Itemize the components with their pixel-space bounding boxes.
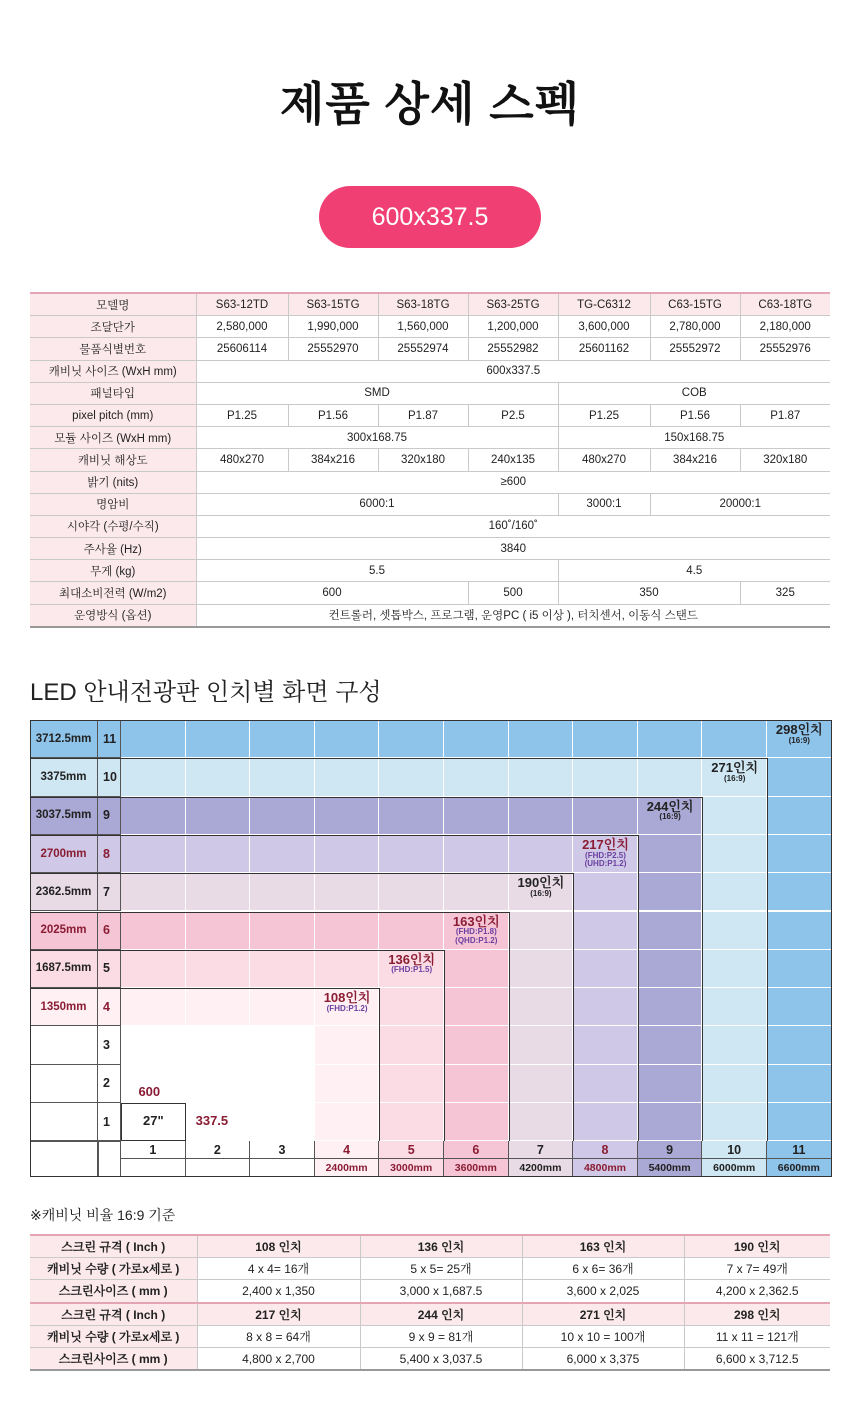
spec-value: 240x135 — [468, 449, 558, 471]
row-label-count: 1 — [98, 1103, 121, 1141]
size-row — [30, 1347, 830, 1370]
inch-title: 163인치 — [452, 913, 500, 929]
spec-label: 물품식별번호 — [30, 338, 196, 360]
inch-subtitle: (UHD:P1.2) — [584, 858, 627, 868]
col-label-count: 10 — [702, 1141, 767, 1159]
spec-value: C63-18TG — [740, 293, 830, 316]
col-label-count: 5 — [379, 1141, 444, 1159]
inch-title: 244인치 — [646, 798, 694, 814]
col-label-count: 4 — [315, 1141, 380, 1159]
col-label-mm: 4200mm — [509, 1159, 574, 1177]
spec-row — [30, 338, 830, 360]
size-value: 6,000 x 3,375 — [522, 1347, 684, 1370]
spec-row — [30, 316, 830, 338]
inch-subtitle: (FHD:P1.8) — [455, 927, 497, 937]
spec-value: SMD — [196, 382, 558, 404]
spec-row — [30, 471, 830, 493]
row-label-count: 9 — [98, 797, 121, 835]
inch-subtitle: (16:9) — [724, 773, 746, 783]
spec-row — [30, 360, 830, 382]
col-label-mm: 5400mm — [638, 1159, 703, 1177]
spec-label: 조달단가 — [30, 316, 196, 338]
spec-value: 325 — [740, 582, 830, 604]
col-label-mm: 6000mm — [702, 1159, 767, 1177]
row-label-count: 10 — [98, 758, 121, 796]
spec-row — [30, 449, 830, 471]
spec-value: P1.56 — [288, 404, 378, 426]
spec-label: 캐비닛 해상도 — [30, 449, 196, 471]
spec-table — [30, 292, 830, 628]
spec-row — [30, 493, 830, 515]
row-label-mm: 2700mm — [30, 835, 98, 873]
row-label-count: 4 — [98, 988, 121, 1026]
spec-value: S63-15TG — [288, 293, 378, 316]
size-label: 스크린사이즈 ( mm ) — [30, 1280, 197, 1303]
col-label-count: 7 — [509, 1141, 574, 1159]
size-value: 108 인치 — [197, 1235, 360, 1258]
spec-value: 384x216 — [650, 449, 740, 471]
spec-row — [30, 582, 830, 604]
spec-value: S63-18TG — [378, 293, 468, 316]
spec-value: 25601162 — [558, 338, 650, 360]
size-row — [30, 1303, 830, 1326]
inch-subtitle: (16:9) — [659, 812, 681, 822]
col-label-count: 6 — [444, 1141, 509, 1159]
spec-value: 5.5 — [196, 560, 558, 582]
size-row — [30, 1325, 830, 1347]
size-value: 217 인치 — [197, 1303, 360, 1326]
col-label-mm: 6600mm — [767, 1159, 832, 1177]
size-value: 7 x 7= 49개 — [684, 1258, 830, 1280]
size-label: 스크린사이즈 ( mm ) — [30, 1347, 197, 1370]
row-label-count: 6 — [98, 912, 121, 950]
spec-value: 3840 — [196, 538, 830, 560]
spec-value: 컨트롤러, 셋톱박스, 프로그램, 운영PC ( i5 이상 ), 터치센서, 이동식 스탠드 — [196, 604, 830, 627]
row-label-count: 11 — [98, 720, 121, 758]
spec-value: C63-15TG — [650, 293, 740, 316]
size-value: 136 인치 — [360, 1235, 522, 1258]
spec-label: pixel pitch (mm) — [30, 404, 196, 426]
col-label-count: 11 — [767, 1141, 832, 1159]
row-label-mm: 3037.5mm — [30, 797, 98, 835]
size-value: 6 x 6= 36개 — [522, 1258, 684, 1280]
spec-value: 2,780,000 — [650, 316, 740, 338]
col-label-mm: 4800mm — [573, 1159, 638, 1177]
inch-subtitle: (16:9) — [530, 888, 552, 898]
size-value: 4,800 x 2,700 — [197, 1347, 360, 1370]
spec-value: 300x168.75 — [196, 427, 558, 449]
cabinet-height-label: 600 — [138, 1083, 161, 1099]
spec-label: 최대소비전력 (W/m2) — [30, 582, 196, 604]
cabinet-inch-label: 27" — [142, 1113, 164, 1128]
spec-value: 320x180 — [378, 449, 468, 471]
spec-value: 25552972 — [650, 338, 740, 360]
spec-value: 3,600,000 — [558, 316, 650, 338]
spec-value: 320x180 — [740, 449, 830, 471]
page-title: 제품 상세 스펙 — [279, 78, 581, 130]
spec-value: TG-C6312 — [558, 293, 650, 316]
size-value: 3,600 x 2,025 — [522, 1280, 684, 1303]
inch-subtitle: (FHD:P1.5) — [391, 965, 433, 975]
size-value: 11 x 11 = 121개 — [684, 1325, 830, 1347]
inch-title: 190인치 — [517, 875, 565, 891]
spec-value: 1,200,000 — [468, 316, 558, 338]
inch-title: 217인치 — [582, 836, 629, 852]
spec-label: 운영방식 (옵션) — [30, 604, 196, 627]
spec-label: 주사율 (Hz) — [30, 538, 196, 560]
screen-size-table — [30, 1234, 830, 1371]
size-value: 163 인치 — [522, 1235, 684, 1258]
size-value: 2,400 x 1,350 — [197, 1280, 360, 1303]
row-label-count: 2 — [98, 1065, 121, 1103]
spec-value: P1.25 — [196, 404, 288, 426]
col-label-mm: 2400mm — [315, 1159, 380, 1177]
spec-label: 밝기 (nits) — [30, 471, 196, 493]
spec-label: 패널타입 — [30, 382, 196, 404]
inch-title: 298인치 — [775, 722, 823, 737]
size-value: 4,200 x 2,362.5 — [684, 1280, 830, 1303]
spec-value: 25606114 — [196, 338, 288, 360]
inch-title: 136인치 — [388, 951, 436, 967]
spec-value: 25552976 — [740, 338, 830, 360]
ratio-note: ※캐비닛 비율 16:9 기준 — [30, 1207, 176, 1223]
section-title: LED 안내전광판 인치별 화면 구성 — [30, 679, 382, 706]
row-label-mm: 3712.5mm — [30, 720, 98, 758]
spec-value: S63-25TG — [468, 293, 558, 316]
spec-value: P1.56 — [650, 404, 740, 426]
spec-value: P2.5 — [468, 404, 558, 426]
size-label: 캐비닛 수량 ( 가로x세로 ) — [30, 1325, 197, 1347]
row-label-mm: 2025mm — [30, 912, 98, 950]
size-row — [30, 1258, 830, 1280]
inch-title: 271인치 — [711, 760, 759, 776]
row-label-count: 5 — [98, 950, 121, 988]
spec-label: 캐비닛 사이즈 (WxH mm) — [30, 360, 196, 382]
spec-value: 2,180,000 — [740, 316, 830, 338]
col-label-count: 2 — [186, 1141, 251, 1159]
inch-title: 108인치 — [323, 990, 371, 1006]
spec-value: 20000:1 — [650, 493, 830, 515]
spec-value: S63-12TD — [196, 293, 288, 316]
spec-value: 25552982 — [468, 338, 558, 360]
size-value: 5 x 5= 25개 — [360, 1258, 522, 1280]
size-value: 8 x 8 = 64개 — [197, 1325, 360, 1347]
spec-value: COB — [558, 382, 830, 404]
spec-row — [30, 404, 830, 426]
spec-value: 600 — [196, 582, 468, 604]
size-row — [30, 1280, 830, 1303]
size-label: 스크린 규격 ( Inch ) — [30, 1303, 197, 1326]
spec-label: 모델명 — [30, 293, 196, 316]
size-label: 캐비닛 수량 ( 가로x세로 ) — [30, 1258, 197, 1280]
spec-value: 3000:1 — [558, 493, 650, 515]
spec-value: 480x270 — [558, 449, 650, 471]
size-label: 스크린 규격 ( Inch ) — [30, 1235, 197, 1258]
spec-value: 384x216 — [288, 449, 378, 471]
spec-row — [30, 604, 830, 627]
size-value: 3,000 x 1,687.5 — [360, 1280, 522, 1303]
size-value: 244 인치 — [360, 1303, 522, 1326]
size-value: 5,400 x 3,037.5 — [360, 1347, 522, 1370]
inch-subtitle: (FHD:P2.5) — [585, 850, 626, 860]
size-value: 190 인치 — [684, 1235, 830, 1258]
inch-subtitle: (16:9) — [788, 735, 810, 745]
col-label-count: 3 — [250, 1141, 315, 1159]
row-label-mm: 2362.5mm — [30, 873, 98, 911]
spec-row — [30, 538, 830, 560]
inch-subtitle: (FHD:P1.2) — [326, 1003, 368, 1013]
row-label-mm: 1350mm — [30, 988, 98, 1026]
spec-label: 시야각 (수평/수직) — [30, 515, 196, 537]
spec-value: 25552970 — [288, 338, 378, 360]
size-value: 9 x 9 = 81개 — [360, 1325, 522, 1347]
inch-grid — [30, 720, 832, 1177]
row-label-count: 8 — [98, 835, 121, 873]
spec-value: 350 — [558, 582, 740, 604]
spec-value: 160˚/160˚ — [196, 515, 830, 537]
spec-value: 600x337.5 — [196, 360, 830, 382]
spec-value: 1,990,000 — [288, 316, 378, 338]
spec-row — [30, 560, 830, 582]
col-label-count: 1 — [121, 1141, 186, 1159]
col-label-mm: 3000mm — [379, 1159, 444, 1177]
spec-value: P1.87 — [378, 404, 468, 426]
spec-value: 6000:1 — [196, 493, 558, 515]
row-label-count: 3 — [98, 1026, 121, 1064]
spec-value: P1.25 — [558, 404, 650, 426]
spec-value: ≥600 — [196, 471, 830, 493]
spec-value: 4.5 — [558, 560, 830, 582]
spec-value: 150x168.75 — [558, 427, 830, 449]
row-label-mm: 1687.5mm — [30, 950, 98, 988]
spec-label: 명암비 — [30, 493, 196, 515]
size-value: 271 인치 — [522, 1303, 684, 1326]
spec-value: 500 — [468, 582, 558, 604]
spec-row — [30, 293, 830, 316]
spec-row — [30, 382, 830, 404]
size-value: 298 인치 — [684, 1303, 830, 1326]
size-row — [30, 1235, 830, 1258]
spec-row — [30, 515, 830, 537]
spec-value: 25552974 — [378, 338, 468, 360]
size-value: 4 x 4= 16개 — [197, 1258, 360, 1280]
spec-row — [30, 427, 830, 449]
spec-label: 모듈 사이즈 (WxH mm) — [30, 427, 196, 449]
spec-label: 무게 (kg) — [30, 560, 196, 582]
cabinet-width-label: 337.5 — [195, 1113, 229, 1128]
spec-value: 1,560,000 — [378, 316, 468, 338]
row-label-count: 7 — [98, 873, 121, 911]
size-value: 6,600 x 3,712.5 — [684, 1347, 830, 1370]
spec-value: P1.87 — [740, 404, 830, 426]
size-badge: 600x337.5 — [319, 186, 541, 248]
size-value: 10 x 10 = 100개 — [522, 1325, 684, 1347]
inch-subtitle: (QHD:P1.2) — [455, 935, 498, 945]
col-label-mm: 3600mm — [444, 1159, 509, 1177]
col-label-count: 8 — [573, 1141, 638, 1159]
spec-value: 2,580,000 — [196, 316, 288, 338]
spec-value: 480x270 — [196, 449, 288, 471]
col-label-count: 9 — [638, 1141, 703, 1159]
row-label-mm: 3375mm — [30, 758, 98, 796]
